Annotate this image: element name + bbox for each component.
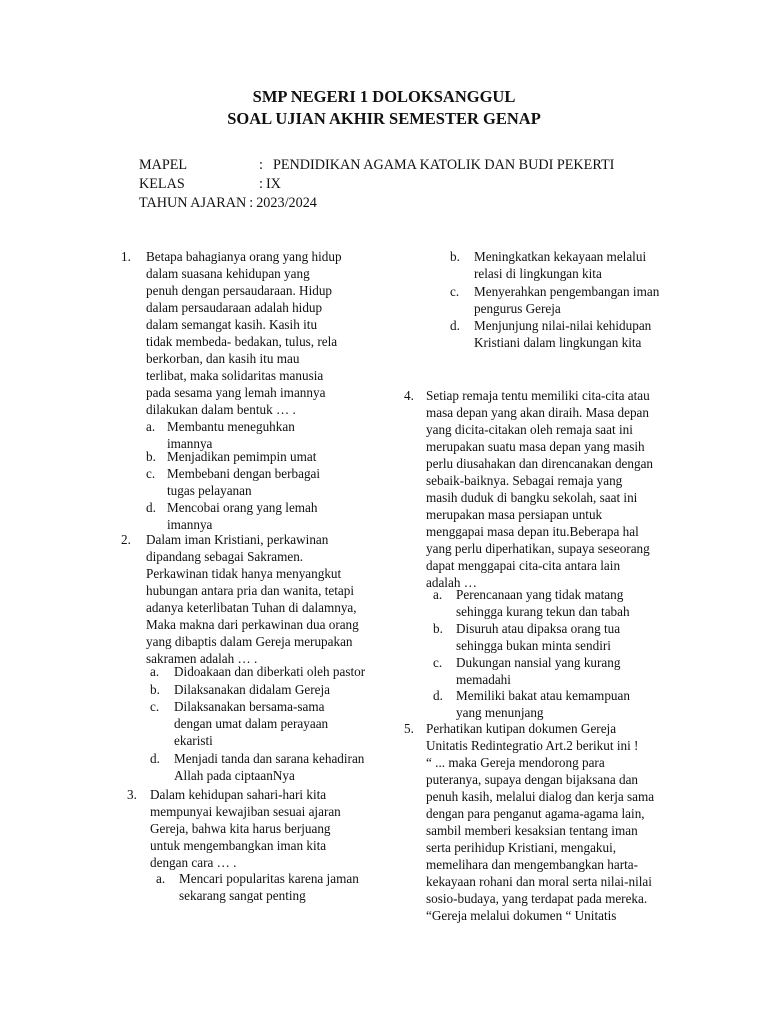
option-text: Dukungan nansial yang kurang memadahi [456, 655, 621, 687]
question-text: Dalam iman Kristiani, perkawinan dipandang sebagai Sakramen. Perkawinan tidak hanya menyangkut hubungan antara pria dan wanita, tetapi adanya keterlibatan Tuhan di dalamnya, Maka makna dari perkawinan dua orang yang dibaptis dalam Gereja merupakan sakramen adalah … . [146, 532, 359, 666]
question-text: Betapa bahagianya orang yang hidup dalam suasana kehidupan yang penuh dengan persaudaraan. Hidup dalam persaudaraan adalah hidup dalam semangat kasih. Kasih itu tidak membeda- bedakan, tulus, rela berkorban, dan kasih itu mau terlibat, maka solidaritas manusia pada sesama yang lemah imannya dilakukan dalam bentuk … . [146, 249, 342, 417]
option-letter: b. [150, 682, 160, 697]
question-text: Perhatikan kutipan dokumen Gereja Unitatis Redintegratio Art.2 berikut ini ! “ ... maka Gereja mendorong para puteranya, supaya dengan bijaksana dan penuh kasih, melalui dialog dan kerja sama dengan para penganut agama-agama lain, sambil memberi kesaksian tentang iman serta perihidup Kristiani, mengakui, memelihara dan mengembangkan harta- kekayaan rohani dan moral serta nilai-nilai sosio-budaya, yang terdapat pada mereka. “Gereja melalui dokumen “ Unitatis [426, 721, 655, 923]
meta-mapel [139, 156, 614, 175]
option-letter: a. [150, 664, 160, 679]
exam-meta [139, 156, 614, 213]
option-letter: a. [156, 871, 166, 886]
option-text: Membantu meneguhkan imannya [167, 419, 295, 451]
option-text: Menjunjung nilai-nilai kehidupan Kristiani dalam lingkungan kita [474, 318, 652, 350]
question-number: 3. [127, 787, 137, 802]
question-number: 2. [121, 532, 131, 547]
option-letter: d. [450, 318, 460, 333]
option-text: Menjadi tanda dan sarana kehadiran Allah pada ciptaanNya [174, 751, 365, 783]
option-letter: c. [433, 655, 443, 670]
question-text: Setiap remaja tentu memiliki cita-cita atau masa depan yang akan diraih. Masa depan yang dicita-citakan oleh remaja saat ini merupakan suatu masa depan yang masih perlu diusahakan dan direncanakan dengan sebaik-baiknya. Sebagai remaja yang masih duduk di bangku sekolah, saat ini merupakan masa persiapan untuk menggapai masa depan itu.Beberapa hal yang perlu diperhatikan, supaya seseorang dapat menggapai cita-cita antara lain adalah … [426, 388, 654, 590]
meta-kelas-key: KELAS [139, 176, 185, 192]
option-letter: b. [146, 449, 156, 464]
option-letter: c. [150, 699, 160, 714]
meta-mapel-value: PENDIDIKAN AGAMA KATOLIK DAN BUDI PEKERTI [273, 157, 615, 173]
option-text: Meningkatkan kekayaan melalui relasi di lingkungan kita [474, 249, 647, 281]
question-number: 4. [404, 388, 414, 403]
school-title: SMP NEGERI 1 DOLOKSANGGUL [252, 87, 516, 106]
question-number: 1. [121, 249, 131, 264]
option-text: Disuruh atau dipaksa orang tua sehingga bukan minta sendiri [456, 621, 621, 653]
option-text: Perencanaan yang tidak matang sehingga kurang tekun dan tabah [456, 587, 630, 619]
option-text: Mencobai orang yang lemah imannya [167, 500, 318, 532]
option-text: Didoakaan dan diberkati oleh pastor [174, 664, 366, 679]
option-letter: d. [150, 751, 160, 766]
option-text: Membebani dengan berbagai tugas pelayanan [167, 466, 321, 498]
meta-mapel-key: MAPEL [139, 157, 188, 173]
option-letter: b. [433, 621, 443, 636]
meta-kelas-sep: : [259, 176, 263, 192]
option-text: Memiliki bakat atau kemampuan yang menunjang [456, 688, 630, 720]
meta-tahun-sep: : [249, 195, 254, 211]
meta-kelas-value: IX [265, 176, 281, 192]
exam-title: SOAL UJIAN AKHIR SEMESTER GENAP [227, 109, 541, 128]
option-letter: d. [433, 688, 443, 703]
meta-tahun-value: 2023/2024 [256, 195, 317, 211]
question-text: Dalam kehidupan sahari-hari kita mempunyai kewajiban sesuai ajaran Gereja, bahwa kita harus berjuang untuk mengembangkan iman kita dengan cara … . [150, 787, 341, 870]
question-number: 5. [404, 721, 414, 736]
option-letter: b. [450, 249, 460, 264]
meta-tahun [139, 194, 614, 213]
meta-mapel-sep: : [259, 157, 263, 173]
option-text: Mencari popularitas karena jaman sekarang sangat penting [179, 871, 359, 903]
option-letter: a. [433, 587, 443, 602]
option-text: Menjadikan pemimpin umat [167, 449, 317, 464]
option-letter: d. [146, 500, 156, 515]
option-text: Dilaksanakan didalam Gereja [174, 682, 330, 697]
option-letter: c. [450, 284, 460, 299]
option-text: Menyerahkan pengembangan iman pengurus Gereja [474, 284, 660, 316]
meta-kelas [139, 175, 614, 194]
option-text: Dilaksanakan bersama-sama dengan umat dalam perayaan ekaristi [174, 699, 329, 748]
option-letter: c. [146, 466, 156, 481]
meta-tahun-key: TAHUN AJARAN [139, 195, 247, 211]
option-letter: a. [146, 419, 156, 434]
